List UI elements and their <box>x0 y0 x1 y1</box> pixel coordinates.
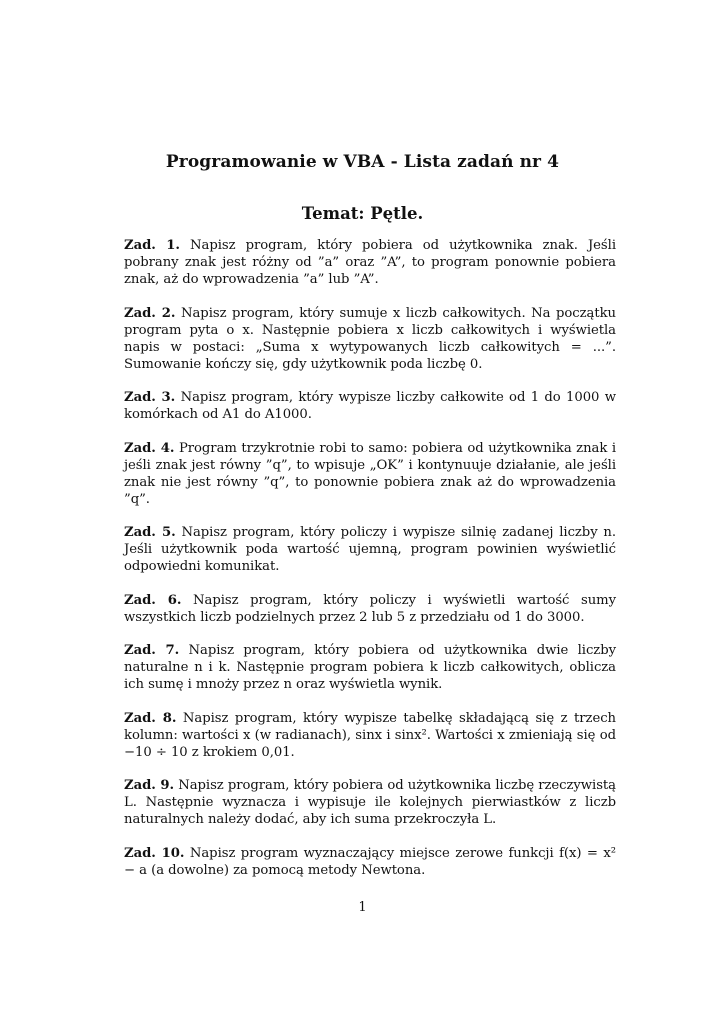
task-label: Zad. 10. <box>124 845 185 861</box>
task-item <box>124 237 616 288</box>
task-label: Zad. 8. <box>124 710 177 726</box>
task-text: Napisz program, który policzy i wypisze silnię zadanej liczby n. Jeśli użytkownik poda wartość ujemną, program powinien wyświetlić odpowiedni komunikat. <box>124 525 616 574</box>
task-text: Napisz program, który pobiera od użytkownika znak. Jeśli pobrany znak jest różny od ”a” oraz ”A”, to program ponownie pobiera znak, aż do wprowadzenia ”a” lub ”A”. <box>124 238 616 287</box>
task-item <box>124 777 616 828</box>
task-text: Napisz program, który sumuje x liczb całkowitych. Na początku program pyta o x. Następnie pobiera x liczb całkowitych i wyświetla napis w postaci: „Suma x wytypowanych liczb całkowitych = ...”. Sumowanie kończy się, gdy użytkownik poda liczbę 0. <box>124 305 616 372</box>
task-label: Zad. 6. <box>124 592 182 608</box>
task-label: Zad. 7. <box>124 643 180 658</box>
task-text: Program trzykrotnie robi to samo: pobiera od użytkownika znak i jeśli znak jest równy ”q”, to wpisuje „OK” i kontynuuje działanie, ale jeśli znak nie jest równy ”q”, to ponownie pobiera znak aż do wprowadzenia ”q”. <box>124 440 616 507</box>
task-item <box>124 389 616 423</box>
task-item <box>124 592 616 626</box>
task-item <box>124 524 616 575</box>
task-item <box>124 710 616 761</box>
task-text: Napisz program wyznaczający miejsce zerowe funkcji f(x) = x² − a (a dowolne) za pomocą metody Newtona. <box>124 845 616 878</box>
task-label: Zad. 1. <box>124 238 180 253</box>
task-text: Napisz program, który pobiera od użytkownika liczbę rzeczywistą L. Następnie wyznacza i wypisuje ile kolejnych pierwiastków z liczb naturalnych należy dodać, aby ich suma przekroczyła L. <box>124 778 616 827</box>
task-text: Napisz program, który pobiera od użytkownika dwie liczby naturalne n i k. Następnie program pobiera k liczb całkowitych, oblicza ich sumę i mnoży przez n oraz wyświetla wynik. <box>124 643 616 692</box>
page-number: 1 <box>358 900 367 915</box>
task-label: Zad. 3. <box>124 390 176 405</box>
task-label: Zad. 4. <box>124 440 175 456</box>
task-item <box>124 642 616 693</box>
document-subtitle: Temat: Pętle. <box>301 204 424 223</box>
task-item <box>124 440 616 508</box>
task-label: Zad. 2. <box>124 305 176 321</box>
task-label: Zad. 5. <box>124 525 176 540</box>
task-text: Napisz program, który wypisze liczby całkowite od 1 do 1000 w komórkach od A1 do A1000. <box>124 390 616 422</box>
task-label: Zad. 9. <box>124 778 175 793</box>
task-text: Napisz program, który policzy i wyświetli wartość sumy wszystkich liczb podzielnych przez 2 lub 5 z przedziału od 1 do 3000. <box>124 592 616 625</box>
document-title: Programowanie w VBA - Lista zadań nr 4 <box>165 152 560 172</box>
task-item <box>124 305 616 373</box>
task-list <box>124 237 616 895</box>
task-text: Napisz program, który wypisze tabelkę składającą się z trzech kolumn: wartości x (w radianach), sinx i sinx². Wartości x zmieniają się od −10 ÷ 10 z krokiem 0,01. <box>124 710 616 760</box>
task-item <box>124 845 616 879</box>
